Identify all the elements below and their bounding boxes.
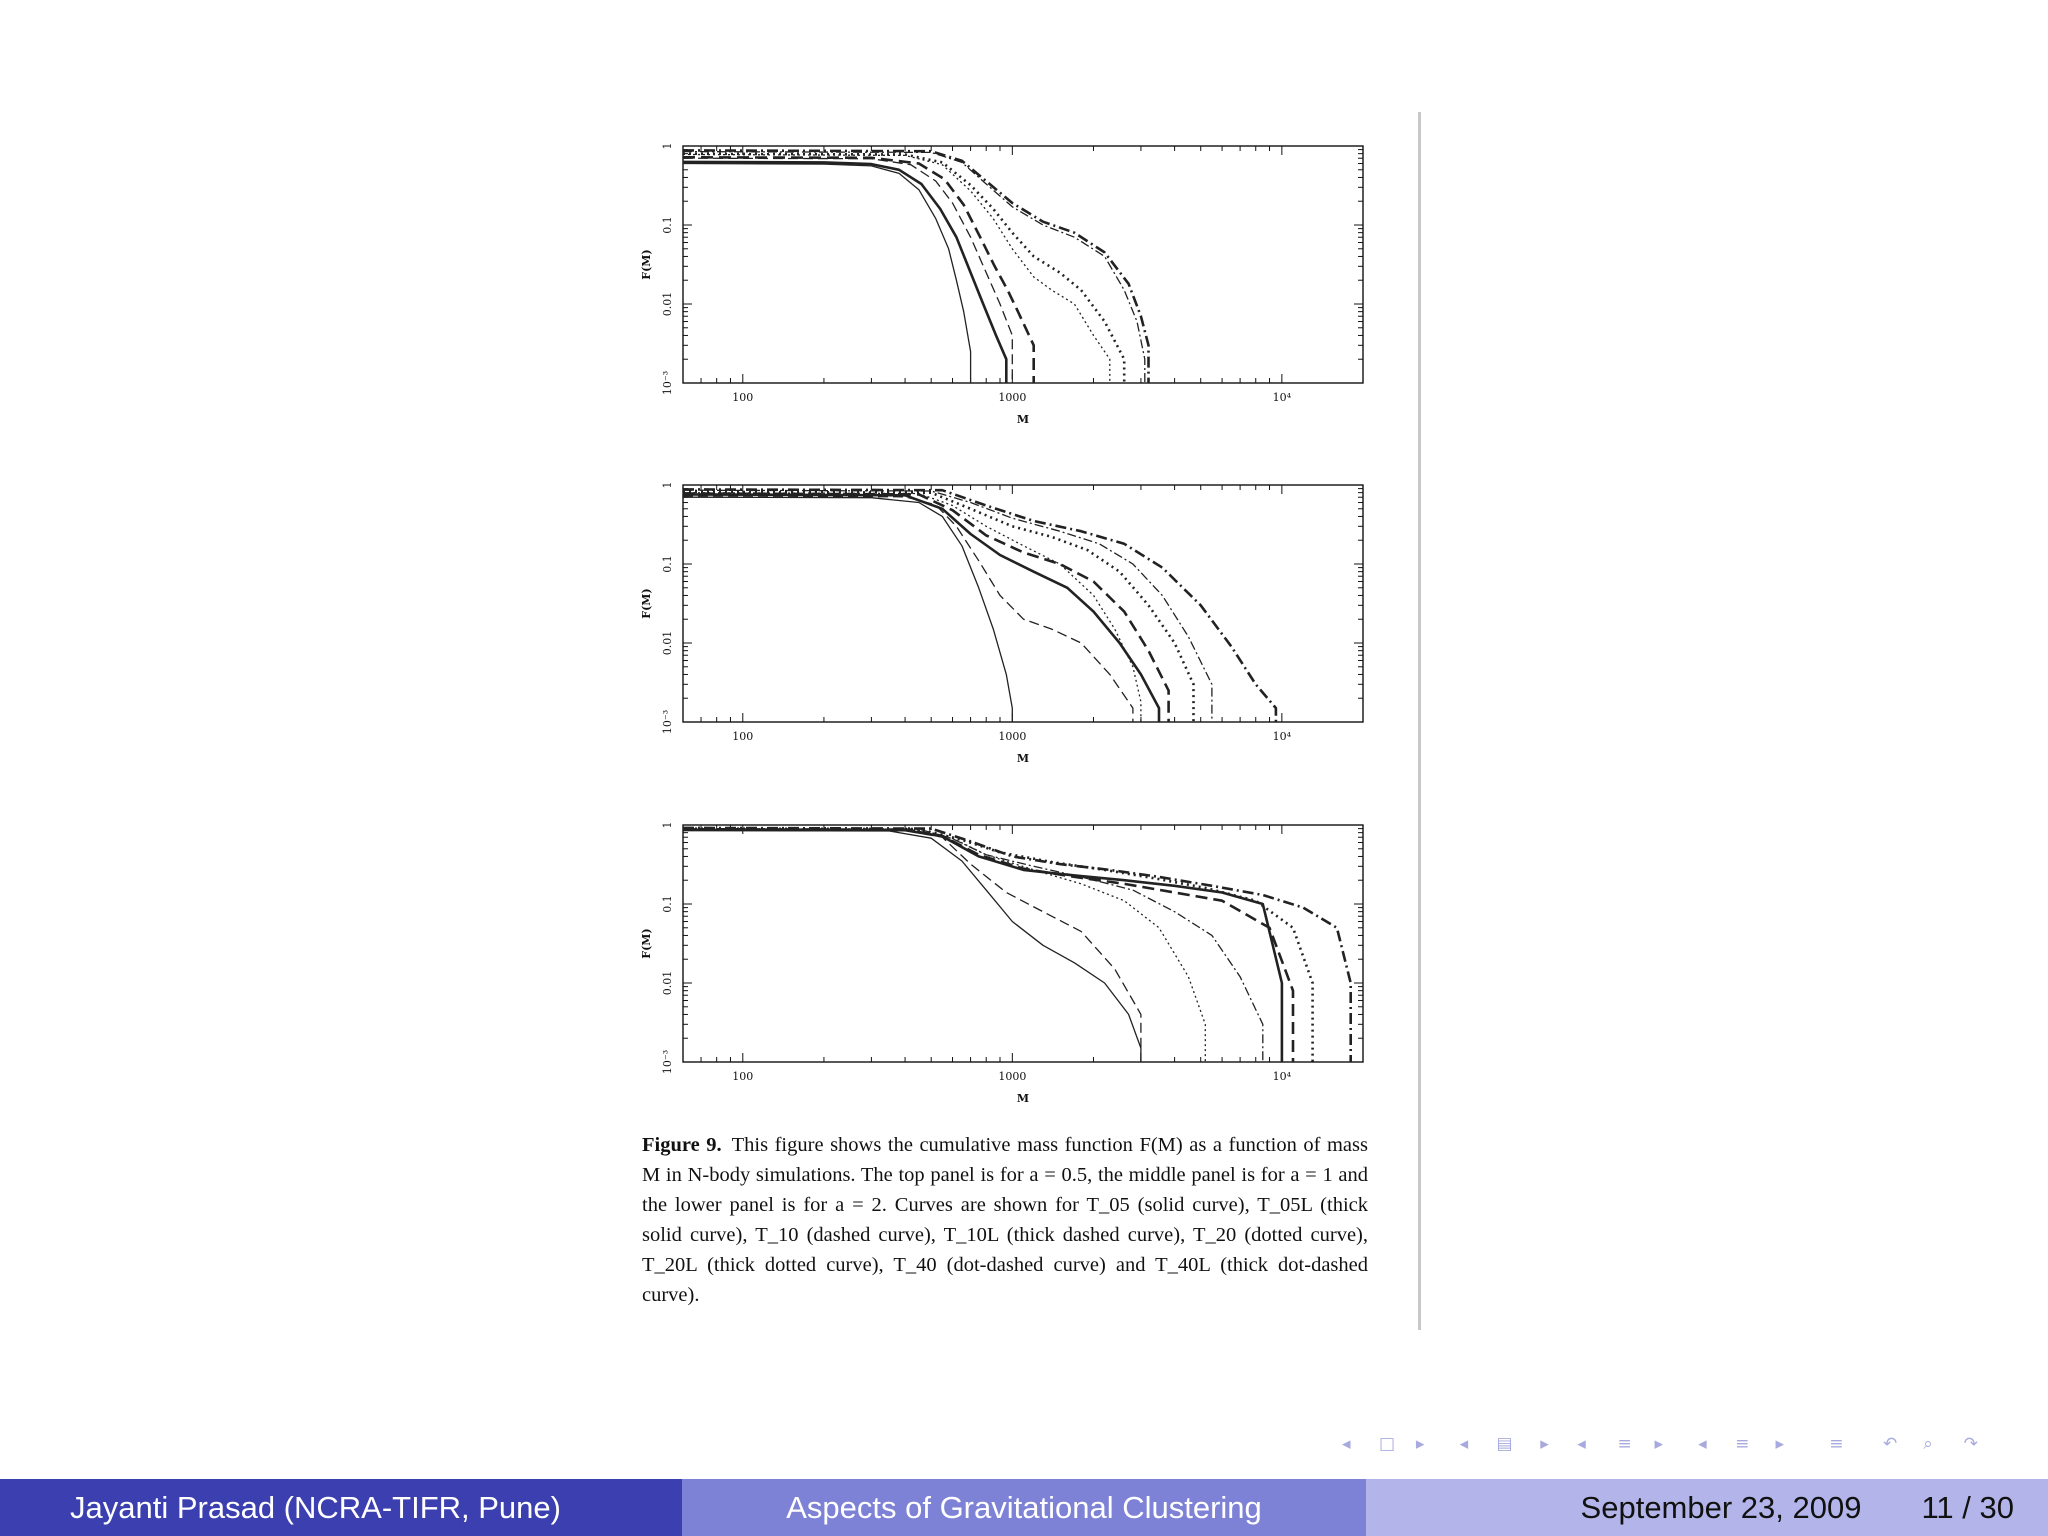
series-dotted <box>683 155 1110 384</box>
beamer-navigation-bar <box>1330 1432 2030 1462</box>
y-axis-label: F(M) <box>640 249 653 280</box>
page-number: 11 / 30 <box>1921 1489 2014 1525</box>
y-tick-label: 10⁻³ <box>661 709 674 735</box>
series-thick-dashed <box>683 157 1034 383</box>
y-tick-label: 0.1 <box>661 216 674 234</box>
x-tick-label: 1000 <box>998 1070 1027 1083</box>
frame-icon[interactable]: □ <box>1378 1434 1396 1454</box>
y-tick-label: 0.01 <box>661 970 674 996</box>
y-tick-label: 1 <box>661 821 674 829</box>
series-solid <box>683 497 1012 722</box>
talk-date: September 23, 2009 <box>1580 1489 1862 1525</box>
y-tick-label: 0.1 <box>661 895 674 913</box>
x-tick-label: 100 <box>732 1070 754 1083</box>
x-tick-label: 100 <box>732 391 754 404</box>
footer-date-page <box>1366 1479 2048 1536</box>
arrow-left-icon[interactable]: ◂ <box>1459 1434 1469 1454</box>
x-tick-label: 10⁴ <box>1272 1070 1292 1083</box>
caption-text: This figure shows the cumulative mass function F(M) as a function of mass M in N-body simulations. The top panel is for a = 0.5, the middle panel is for a = 1 and the lower panel is for a = 2. Curves are shown for T_05 (solid curve), T_05L (thick solid curve), T_10 (dashed curve), T_10L (thick dashed curve), T_20 (dotted curve), T_20L (thick dotted curve), T_40 (dot-dashed curve) and T_40L (thick dot-dashed curve). <box>642 1134 1368 1306</box>
y-tick-label: 10⁻³ <box>661 1049 674 1075</box>
x-tick-label: 1000 <box>998 391 1027 404</box>
figure-caption <box>642 1130 1368 1310</box>
chart-panel-3 <box>640 822 1363 1106</box>
x-tick-label: 100 <box>732 730 754 743</box>
y-tick-label: 0.01 <box>661 630 674 656</box>
align-icon[interactable]: ≡ <box>1829 1434 1844 1454</box>
series-thick-dotted <box>683 154 1124 383</box>
arrow-right-icon[interactable]: ▸ <box>1775 1434 1784 1454</box>
chart-panel-1 <box>640 143 1363 427</box>
undo-icon[interactable]: ↶ <box>1882 1434 1898 1454</box>
align-icon[interactable]: ≡ <box>1617 1434 1632 1454</box>
series-dot-dashed <box>683 829 1263 1062</box>
series-dotted <box>683 830 1205 1062</box>
figure-panels <box>630 130 1370 1140</box>
x-tick-label: 10⁴ <box>1272 391 1292 404</box>
y-axis-label: F(M) <box>640 928 653 959</box>
redo-icon[interactable]: ↷ <box>1963 1434 1978 1454</box>
y-axis-label: F(M) <box>640 588 653 619</box>
author-text: Jayanti Prasad (NCRA-TIFR, Pune) <box>70 1489 561 1525</box>
chart-panel-2 <box>640 482 1363 766</box>
x-tick-label: 1000 <box>998 730 1027 743</box>
series-thick-dashed <box>683 494 1169 723</box>
series-thick-dashed <box>683 829 1293 1062</box>
x-tick-label: 10⁴ <box>1272 730 1292 743</box>
plot-frame <box>683 146 1363 383</box>
footer-author <box>0 1479 682 1536</box>
series-thick-dot-dashed <box>683 828 1351 1062</box>
figure-svg <box>630 130 1370 1140</box>
series-thick-dot-dashed <box>683 150 1149 383</box>
y-tick-label: 1 <box>661 142 674 150</box>
align-icon[interactable]: ≡ <box>1735 1434 1750 1454</box>
talk-title: Aspects of Gravitational Clustering <box>786 1489 1262 1525</box>
arrow-left-icon[interactable]: ◂ <box>1342 1434 1351 1454</box>
y-tick-label: 10⁻³ <box>661 370 674 396</box>
arrow-right-icon[interactable]: ▸ <box>1540 1434 1549 1454</box>
arrow-right-icon[interactable]: ▸ <box>1654 1434 1664 1454</box>
series-thick-solid <box>683 494 1159 722</box>
series-thick-dot-dashed <box>683 489 1276 722</box>
series-thick-solid <box>683 830 1282 1062</box>
x-axis-label: M <box>1016 752 1030 765</box>
series-dashed <box>683 496 1133 722</box>
search-icon[interactable]: ⌕ <box>1923 1434 1933 1454</box>
y-tick-label: 1 <box>661 481 674 489</box>
series-dashed <box>683 158 1012 383</box>
arrow-right-icon[interactable]: ▸ <box>1415 1434 1425 1454</box>
series-dotted <box>683 493 1141 722</box>
x-axis-label: M <box>1016 1092 1030 1105</box>
arrow-left-icon[interactable]: ◂ <box>1577 1434 1586 1454</box>
vertical-divider <box>1418 112 1421 1330</box>
series-thick-dotted <box>683 492 1194 722</box>
series-solid <box>683 164 971 384</box>
y-tick-label: 0.01 <box>661 291 674 317</box>
y-tick-label: 0.1 <box>661 555 674 573</box>
footer-title <box>682 1479 1366 1536</box>
slide-footer <box>0 1479 2048 1536</box>
x-axis-label: M <box>1016 413 1030 426</box>
arrow-left-icon[interactable]: ◂ <box>1698 1434 1707 1454</box>
series-thick-solid <box>683 162 1006 383</box>
subsection-icon[interactable]: ▤ <box>1496 1434 1513 1454</box>
plot-frame <box>683 825 1363 1062</box>
caption-label: Figure 9. <box>642 1134 722 1156</box>
